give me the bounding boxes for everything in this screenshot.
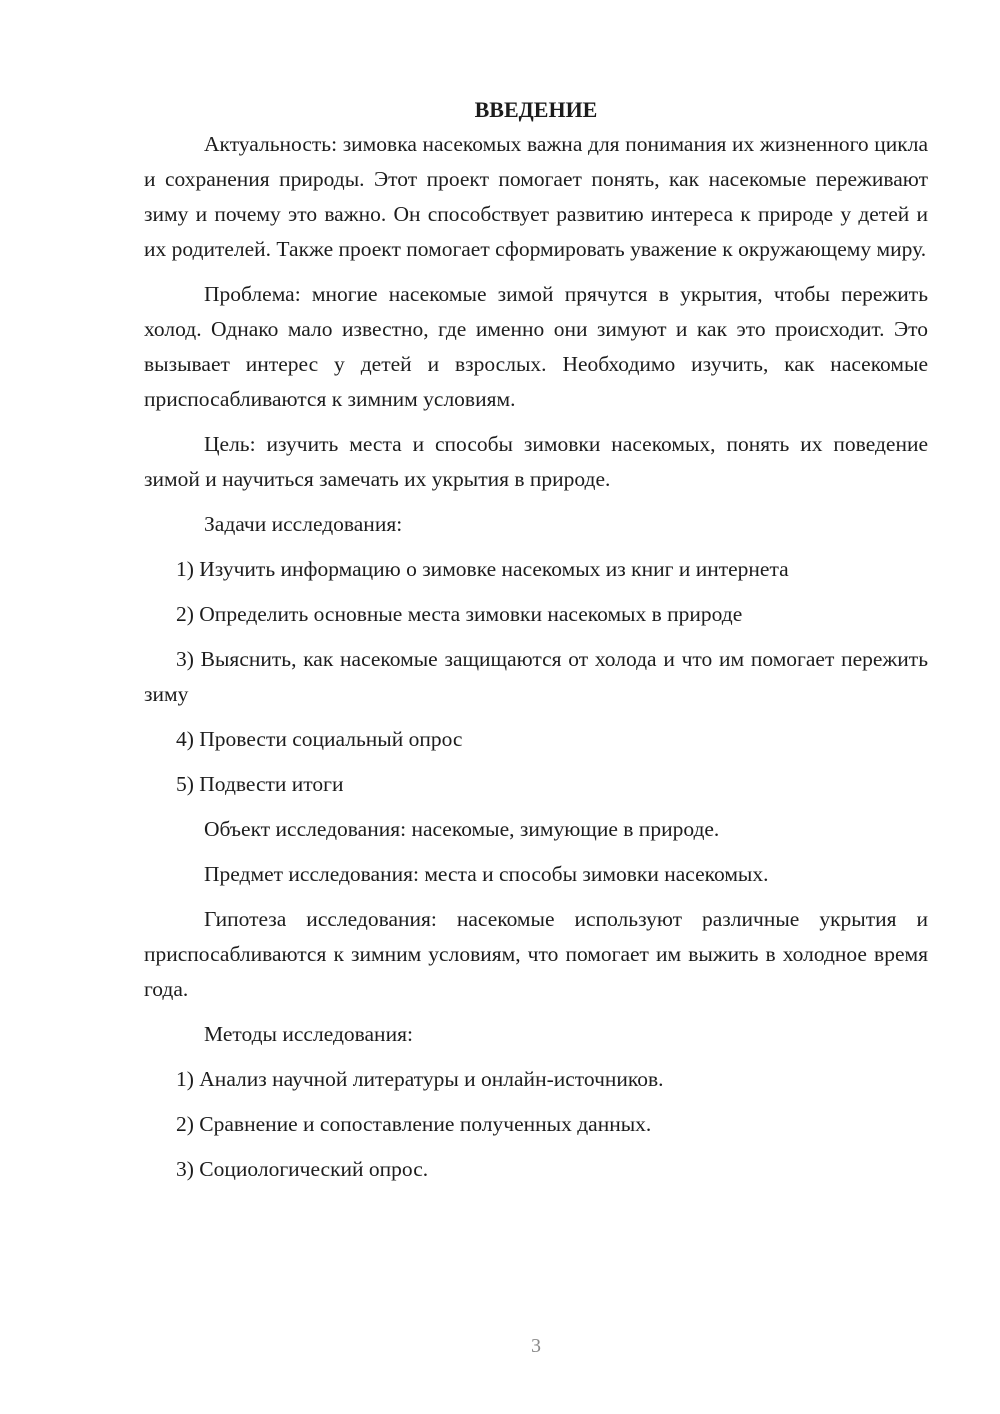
page-title: ВВЕДЕНИЕ [474, 97, 598, 122]
methods-heading: Методы исследования: [204, 1022, 413, 1046]
method-item: 2) Сравнение и сопоставление полученных данных. [176, 1112, 652, 1136]
paragraph-subject: Предмет исследования: места и способы зимовки насекомых. [204, 862, 769, 886]
paragraph-hypothesis: Гипотеза исследования: насекомые используют различные укрытия и приспосабливаются к зимним условиям, что помогает им выжить в холодное время года. [144, 907, 928, 1001]
methods-list [144, 1062, 928, 1187]
tasks-heading: Задачи исследования: [204, 512, 403, 536]
page-number: 3 [531, 1335, 541, 1357]
task-item: 5) Подвести итоги [176, 772, 344, 796]
method-item: 1) Анализ научной литературы и онлайн-источников. [176, 1067, 664, 1091]
paragraph-problem: Проблема: многие насекомые зимой прячутся в укрытия, чтобы пережить холод. Однако мало известно, где именно они зимуют и как это происходит. Это вызывает интерес у детей и взрослых. Необходимо изучить, как насекомые приспосабливаются к зимним условиям. [144, 282, 928, 411]
task-item: 1) Изучить информацию о зимовке насекомых из книг и интернета [176, 557, 789, 581]
method-item: 3) Социологический опрос. [176, 1157, 429, 1181]
document-page [144, 92, 928, 1187]
tasks-list [144, 552, 928, 802]
task-item: 2) Определить основные места зимовки насекомых в природе [176, 602, 743, 626]
task-item: 4) Провести социальный опрос [176, 727, 463, 751]
paragraph-goal: Цель: изучить места и способы зимовки насекомых, понять их поведение зимой и научиться замечать их укрытия в природе. [144, 432, 928, 491]
paragraph-relevance: Актуальность: зимовка насекомых важна для понимания их жизненного цикла и сохранения природы. Этот проект помогает понять, как насекомые переживают зиму и почему это важно. Он способствует развитию интереса к природе у детей и их родителей. Также проект помогает сформировать уважение к окружающему миру. [144, 132, 928, 261]
paragraph-object: Объект исследования: насекомые, зимующие в природе. [204, 817, 720, 841]
task-item: 3) Выяснить, как насекомые защищаются от холода и что им помогает пережить зиму [144, 647, 928, 706]
